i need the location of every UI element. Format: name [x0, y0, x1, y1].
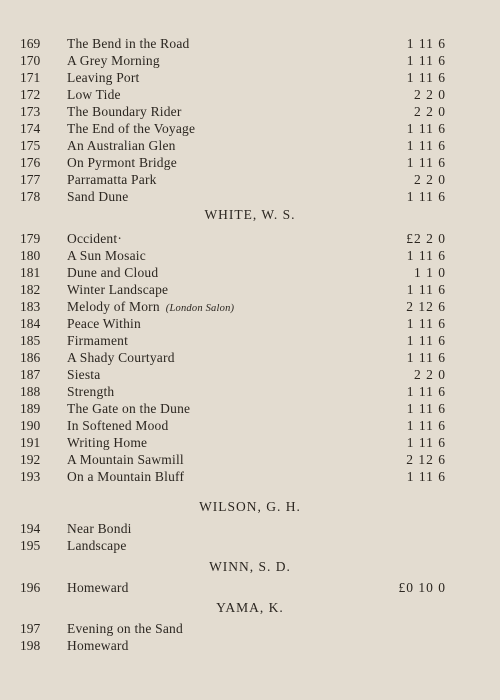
catalogue-entry: [0, 154, 500, 171]
entry-title: The Boundary Rider: [67, 104, 182, 119]
entry-number: 181: [20, 265, 41, 280]
entry-price: 1 11 6: [406, 121, 446, 136]
artist-heading: WHITE, W. S.: [204, 207, 296, 222]
entry-title: On a Mountain Bluff: [67, 469, 185, 484]
entry-price: 1 11 6: [406, 435, 446, 450]
catalogue-entry: [0, 520, 500, 537]
catalogue-entry: [0, 637, 500, 654]
entry-number: 198: [20, 638, 41, 653]
entry-number: 197: [20, 621, 41, 636]
entry-number: 183: [20, 299, 41, 314]
entry-title: Melody of Morn: [67, 299, 160, 314]
entry-price: 1 11 6: [406, 138, 446, 153]
entry-title: Winter Landscape: [67, 282, 169, 297]
entry-number: 192: [20, 452, 41, 467]
entry-number: 182: [20, 282, 41, 297]
entry-price: 1 11 6: [406, 248, 446, 263]
catalogue-entry: [0, 579, 500, 596]
entry-number: 172: [20, 87, 41, 102]
entry-price: 1 11 6: [406, 469, 446, 484]
catalogue-entry: [0, 298, 500, 315]
entry-price: 1 11 6: [406, 333, 446, 348]
entry-number: 171: [20, 70, 41, 85]
entry-title: Peace Within: [67, 316, 141, 331]
entry-price: 2 12 6: [406, 452, 446, 467]
entry-number: 194: [20, 521, 41, 536]
entry-number: 175: [20, 138, 41, 153]
entry-title: The End of the Voyage: [67, 121, 196, 136]
entry-title: Homeward: [67, 638, 129, 653]
entry-number: 174: [20, 121, 41, 136]
entry-title: The Gate on the Dune: [67, 401, 191, 416]
entry-price: £2 2 0: [406, 231, 446, 246]
entry-title: Strength: [67, 384, 115, 399]
entry-title: Sand Dune: [67, 189, 129, 204]
entry-number: 178: [20, 189, 41, 204]
catalogue-entry: [0, 417, 500, 434]
catalogue-entry: [0, 120, 500, 137]
entry-number: 195: [20, 538, 41, 553]
entry-title: Evening on the Sand: [67, 621, 183, 636]
catalogue-entry: [0, 188, 500, 205]
entry-title: Dune and Cloud: [67, 265, 159, 280]
catalogue-entry: [0, 86, 500, 103]
entry-title: In Softened Mood: [67, 418, 169, 433]
catalogue-entry: [0, 137, 500, 154]
entry-title: A Mountain Sawmill: [67, 452, 184, 467]
catalogue-entry: [0, 35, 500, 52]
entry-title: Occident·: [67, 231, 123, 246]
catalogue-entry: [0, 230, 500, 247]
catalogue-entry: [0, 69, 500, 86]
catalogue-entry: [0, 52, 500, 69]
entry-number: 185: [20, 333, 41, 348]
entry-number: 169: [20, 36, 41, 51]
catalogue-entry: [0, 468, 500, 485]
entry-price: 2 2 0: [414, 172, 446, 187]
entry-number: 184: [20, 316, 41, 331]
entry-number: 189: [20, 401, 41, 416]
entry-number: 179: [20, 231, 41, 246]
entry-title: Parramatta Park: [67, 172, 157, 187]
entry-number: 196: [20, 580, 41, 595]
entry-title: Siesta: [67, 367, 101, 382]
entry-number: 176: [20, 155, 41, 170]
entry-number: 177: [20, 172, 41, 187]
entry-price: 2 12 6: [406, 299, 446, 314]
catalogue-entry: [0, 264, 500, 281]
entry-price: 1 11 6: [406, 155, 446, 170]
catalogue-entry: [0, 383, 500, 400]
entry-price: 1 11 6: [406, 36, 446, 51]
entry-title: On Pyrmont Bridge: [67, 155, 177, 170]
entry-title: Firmament: [67, 333, 129, 348]
catalogue-entry: [0, 315, 500, 332]
entry-number: 191: [20, 435, 41, 450]
catalogue-entry: [0, 349, 500, 366]
entry-title: The Bend in the Road: [67, 36, 190, 51]
entry-price: 1 11 6: [406, 53, 446, 68]
catalogue-entry: [0, 451, 500, 468]
entry-title: An Australian Glen: [67, 138, 176, 153]
entry-price: 1 11 6: [406, 350, 446, 365]
entry-price: 1 11 6: [406, 282, 446, 297]
catalogue-entry: [0, 537, 500, 554]
entry-number: 193: [20, 469, 41, 484]
catalogue-entry: [0, 332, 500, 349]
artist-heading: YAMA, K.: [216, 600, 284, 615]
entry-price: 1 11 6: [406, 189, 446, 204]
entry-title: Low Tide: [67, 87, 121, 102]
entry-note: (London Salon): [165, 303, 235, 314]
entry-price: 1 11 6: [406, 384, 446, 399]
entry-title: Homeward: [67, 580, 129, 595]
entry-price: 2 2 0: [414, 104, 446, 119]
entry-number: 188: [20, 384, 41, 399]
artist-heading: WILSON, G. H.: [199, 499, 301, 514]
catalogue-entry: [0, 171, 500, 188]
entry-price: 1 11 6: [406, 418, 446, 433]
entry-number: 180: [20, 248, 41, 263]
catalogue-entry: [0, 103, 500, 120]
catalogue-entry: [0, 434, 500, 451]
entry-title: Writing Home: [67, 435, 148, 450]
entry-number: 187: [20, 367, 41, 382]
entry-title: A Shady Courtyard: [67, 350, 175, 365]
entry-number: 170: [20, 53, 41, 68]
entry-price: 1 11 6: [406, 316, 446, 331]
catalogue-entry: [0, 247, 500, 264]
entry-price: £0 10 0: [398, 580, 446, 595]
entry-title: A Sun Mosaic: [67, 248, 146, 263]
entry-title: Landscape: [67, 538, 127, 553]
entry-price: 2 2 0: [414, 87, 446, 102]
entry-title: Near Bondi: [67, 521, 132, 536]
catalogue-entry: [0, 620, 500, 637]
entry-price: 1 11 6: [406, 70, 446, 85]
artist-heading: WINN, S. D.: [209, 559, 291, 574]
catalogue-entry: [0, 400, 500, 417]
catalogue-entry: [0, 281, 500, 298]
entry-price: 1 1 0: [414, 265, 446, 280]
catalogue-entry: [0, 366, 500, 383]
entry-title: A Grey Morning: [67, 53, 160, 68]
entry-number: 186: [20, 350, 41, 365]
entry-number: 173: [20, 104, 41, 119]
entry-price: 1 11 6: [406, 401, 446, 416]
entry-price: 2 2 0: [414, 367, 446, 382]
entry-title: Leaving Port: [67, 70, 140, 85]
entry-number: 190: [20, 418, 41, 433]
